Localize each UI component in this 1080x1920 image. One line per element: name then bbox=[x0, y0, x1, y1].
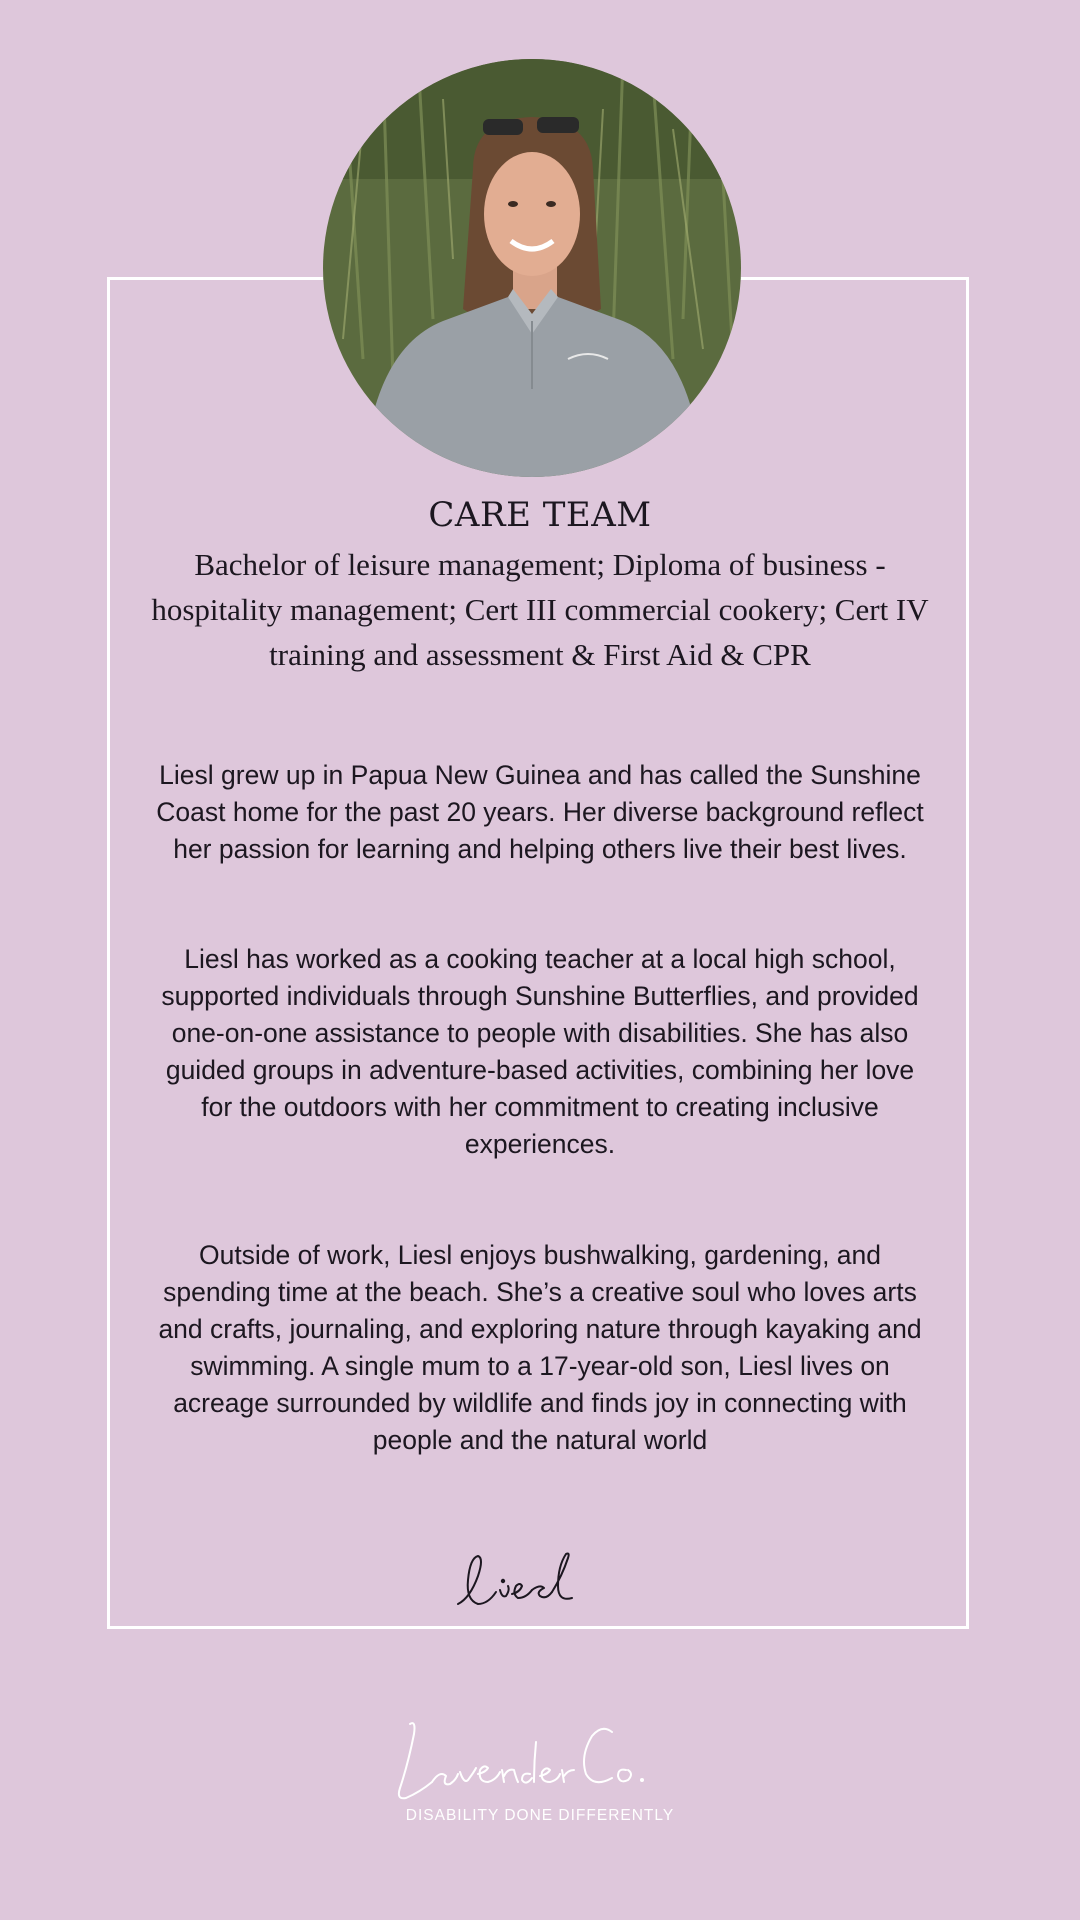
brand-logo bbox=[380, 1712, 700, 1812]
role-title: CARE TEAM bbox=[428, 495, 652, 535]
qualifications-text: Bachelor of leisure management; Diploma of business - hospitality management; Cert III commercial cookery; Cert IV training and assessment & First Aid & CPR bbox=[151, 547, 929, 672]
bio-paragraph: Liesl has worked as a cooking teacher at a local high school, supported individuals through Sunshine Butterflies, and provided one-on-one assistance to people with disabilities. She has also guided groups in adventure-based activities, combining her love for the outdoors with her commitment to creating inclusive experiences. bbox=[161, 944, 919, 1159]
bio-paragraph: Outside of work, Liesl enjoys bushwalking, gardening, and spending time at the beach. She’s a creative soul who loves arts and crafts, journaling, and exploring nature through kayaking and swimming. A single mum to a 17-year-old son, Liesl lives on acreage surrounded by wildlife and finds joy in connecting with people and the natural world bbox=[158, 1240, 922, 1455]
signature bbox=[440, 1546, 640, 1616]
profile-photo bbox=[323, 59, 741, 477]
brand-tagline: DISABILITY DONE DIFFERENTLY bbox=[405, 1807, 675, 1824]
bio-paragraph: Liesl grew up in Papua New Guinea and has called the Sunshine Coast home for the past 20 years. Her diverse background reflect her passion for learning and helping others live their best lives. bbox=[156, 760, 924, 864]
